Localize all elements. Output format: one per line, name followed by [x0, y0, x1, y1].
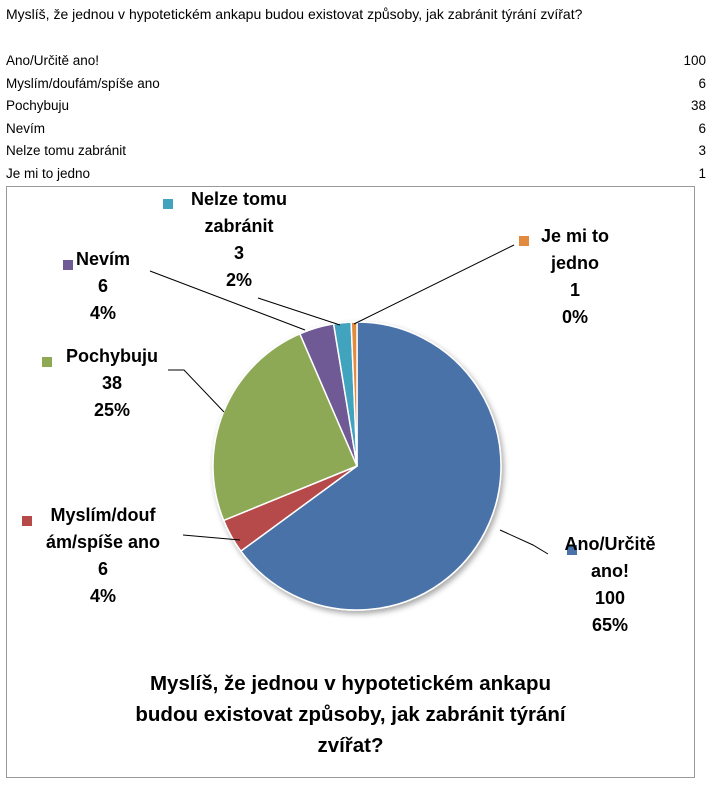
- row-value: 38: [690, 98, 706, 113]
- row-value: 6: [698, 120, 706, 136]
- data-label-percent: 0%: [561, 307, 589, 327]
- data-label-value: 6: [97, 559, 109, 579]
- data-label-value: 100: [594, 588, 626, 608]
- chart-title: [6, 668, 695, 761]
- row-value: 100: [683, 53, 706, 68]
- data-label-category: Nelze tomu: [190, 189, 288, 209]
- data-label-category: Nevím: [75, 249, 131, 269]
- leader-line: [354, 245, 514, 324]
- row-value: 1: [698, 165, 706, 181]
- data-label-category: ano!: [591, 561, 629, 581]
- data-label-category: ám/spíše ano: [45, 532, 161, 552]
- data-label-percent: 25%: [93, 400, 131, 420]
- legend-key-icon: [63, 260, 73, 270]
- legend-key-icon: [22, 516, 32, 526]
- data-label-category: Je mi to: [540, 226, 610, 246]
- data-label-value: 38: [101, 373, 123, 393]
- legend-key-icon: [42, 357, 52, 367]
- legend-key-icon: [163, 199, 173, 209]
- data-label-category: Ano/Určitě: [564, 534, 656, 554]
- row-label: Pochybuju: [6, 98, 70, 113]
- data-label-percent: 4%: [89, 586, 117, 606]
- data-label-category: Pochybuju: [65, 346, 159, 366]
- row-label: Nevím: [6, 120, 46, 136]
- data-label-percent: 65%: [591, 615, 629, 635]
- question-text: Myslíš, že jednou v hypotetickém ankapu budou existovat způsoby, jak zabránit týrání zvířat?: [6, 6, 583, 22]
- data-label-category: zabránit: [204, 216, 274, 236]
- data-label-value: 1: [569, 280, 581, 300]
- row-label: Ano/Určitě ano!: [6, 53, 100, 68]
- data-label-percent: 4%: [89, 303, 117, 323]
- data-label-percent: 2%: [225, 270, 253, 290]
- legend-key-icon: [519, 236, 529, 246]
- row-label: Nelze tomu zabránit: [6, 143, 127, 158]
- chart-title-line: budou existovat způsoby, jak zabránit týrání: [135, 703, 566, 726]
- leader-line: [168, 370, 224, 412]
- leader-line: [258, 298, 340, 325]
- data-label-value: 6: [97, 276, 109, 296]
- data-label-category: Myslím/douf: [50, 505, 156, 525]
- row-value: 3: [698, 143, 706, 158]
- data-label-value: 3: [233, 243, 245, 263]
- chart-title-line: Myslíš, že jednou v hypotetickém ankapu: [149, 672, 551, 695]
- row-label: Myslím/doufám/spíše ano: [6, 75, 160, 91]
- row-value: 6: [698, 75, 706, 91]
- data-label-category: jedno: [551, 253, 599, 273]
- leader-line: [500, 530, 548, 554]
- row-label: Je mi to jedno: [6, 165, 91, 181]
- chart-title-line: zvířat?: [317, 734, 384, 757]
